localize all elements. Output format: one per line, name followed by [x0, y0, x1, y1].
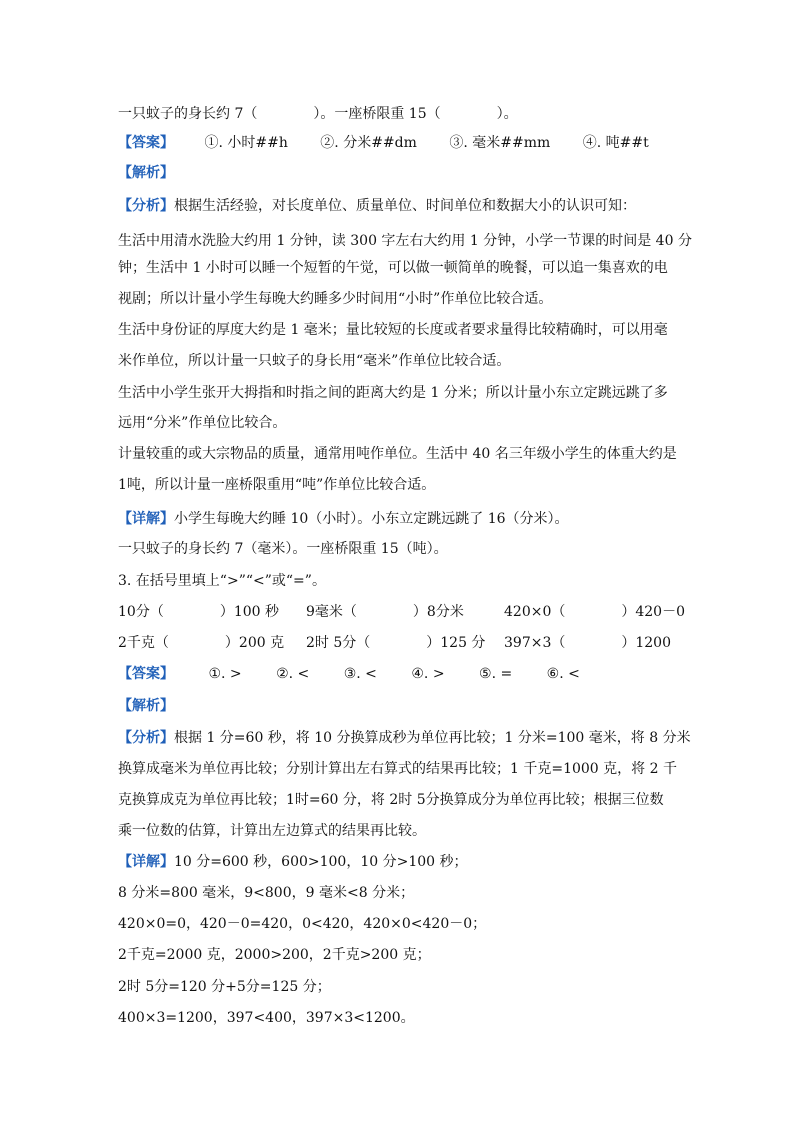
q2-paragraph-line: 远用“分米”作单位比较合。	[118, 415, 287, 431]
q2-tail-line: 一只蚊子的身长约 7（ ）。一座桥限重 15（ ）。	[118, 106, 518, 122]
q3-item: 2时 5分（ ）125 分	[306, 635, 486, 651]
answer-item: ①. >	[208, 666, 242, 682]
answer-item: ④. >	[411, 666, 445, 682]
answer-tag: 【答案】	[118, 135, 174, 151]
answer-item: ⑤. =	[479, 666, 513, 682]
fenxi-text: 根据 1 分=60 秒，将 10 分换算成秒为单位再比较；1 分米=100 毫米，将 8 分米	[174, 730, 691, 746]
analysis-tag: 【解析】	[118, 165, 174, 181]
q3-answer-line	[118, 664, 580, 684]
q2-paragraph-line: 生活中用清水洗脸大约用 1 分钟，读 300 字左右大约用 1 分钟，小学一节课的时间是 40 分	[118, 233, 692, 249]
q2-detail-line	[118, 509, 569, 529]
q3-item: 2千克（ ）200 克	[118, 635, 285, 651]
q2-paragraph-line: 生活中身份证的厚度大约是 1 毫米；量比较短的长度或者要求量得比较精确时，可以用毫	[118, 322, 668, 338]
detail-tag: 【详解】	[118, 511, 174, 527]
q3-item: 9毫米（ ）8分米	[306, 604, 464, 620]
analysis-tag: 【解析】	[118, 698, 174, 714]
q3-detail-line: 400×3=1200，397<400，397×3<1200。	[118, 1010, 415, 1026]
q3-fenxi-line	[118, 728, 691, 748]
q2-paragraph-line: 钟；生活中 1 小时可以睡一个短暂的午觉，可以做一顿简单的晚餐，可以追一集喜欢的电	[118, 260, 668, 276]
q3-item: 10分（ ）100 秒	[118, 604, 279, 620]
answer-item: ①. 小时##h	[204, 135, 288, 151]
q3-fenxi-line: 克换算成克为单位再比较；1时=60 分，将 2时 5分换算成分为单位再比较；根据三位数	[118, 792, 664, 808]
q3-item: 397×3（ ）1200	[504, 635, 671, 651]
answer-item: ②. 分米##dm	[320, 135, 417, 151]
answer-item: ③. <	[343, 666, 377, 682]
q3-detail-line: 2时 5分=120 分+5分=125 分；	[118, 979, 331, 995]
q2-detail-line-2: 一只蚊子的身长约 7（毫米）。一座桥限重 15（吨）。	[118, 541, 448, 557]
fenxi-text: 根据生活经验，对长度单位、质量单位、时间单位和数据大小的认识可知：	[174, 198, 636, 214]
q3-title: 3. 在括号里填上“>”“<”或“=”。	[118, 573, 326, 589]
answer-item: ⑥. <	[546, 666, 580, 682]
q2-paragraph-line: 1吨，所以计量一座桥限重用“吨”作单位比较合适。	[118, 477, 436, 493]
q2-paragraph-line: 米作单位，所以计量一只蚊子的身长用“毫米”作单位比较合适。	[118, 353, 511, 369]
fenxi-tag: 【分析】	[118, 198, 174, 214]
q2-paragraph-line: 计量较重的或大宗物品的质量，通常用吨作单位。生活中 40 名三年级小学生的体重大约是	[118, 446, 677, 462]
q3-fenxi-line: 乘一位数的估算，计算出左边算式的结果再比较。	[118, 823, 426, 839]
q3-detail-line: 8 分米=800 毫米，9<800，9 毫米<8 分米；	[118, 885, 415, 901]
answer-tag: 【答案】	[118, 666, 174, 682]
fenxi-tag: 【分析】	[118, 730, 174, 746]
answer-item: ④. 吨##t	[582, 135, 649, 151]
q2-paragraph-line: 生活中小学生张开大拇指和时指之间的距离大约是 1 分米；所以计量小东立定跳远跳了多	[118, 385, 668, 401]
detail-text: 小学生每晚大约睡 10（小时）。小东立定跳远跳了 16（分米）。	[174, 511, 569, 527]
answer-item: ②. <	[276, 666, 310, 682]
q2-fenxi-line	[118, 196, 636, 216]
answer-item: ③. 毫米##mm	[449, 135, 551, 151]
q3-detail-line: 420×0=0，420－0=420，0<420，420×0<420－0；	[118, 916, 487, 932]
q2-answer-line	[118, 133, 649, 153]
q2-paragraph-line: 视剧；所以计量小学生每晚大约睡多少时间用“小时”作单位比较合适。	[118, 291, 553, 307]
q3-fenxi-line: 换算成毫米为单位再比较；分别计算出左右算式的结果再比较；1 千克=1000 克，将 2 千	[118, 761, 677, 777]
detail-tag: 【详解】	[118, 854, 174, 870]
q3-detail-line: 2千克=2000 克，2000>200，2千克>200 克；	[118, 947, 431, 963]
q3-detail-line	[118, 852, 468, 872]
q3-item: 420×0（ ）420－0	[504, 604, 685, 620]
detail-text: 10 分=600 秒，600>100，10 分>100 秒；	[174, 854, 468, 870]
